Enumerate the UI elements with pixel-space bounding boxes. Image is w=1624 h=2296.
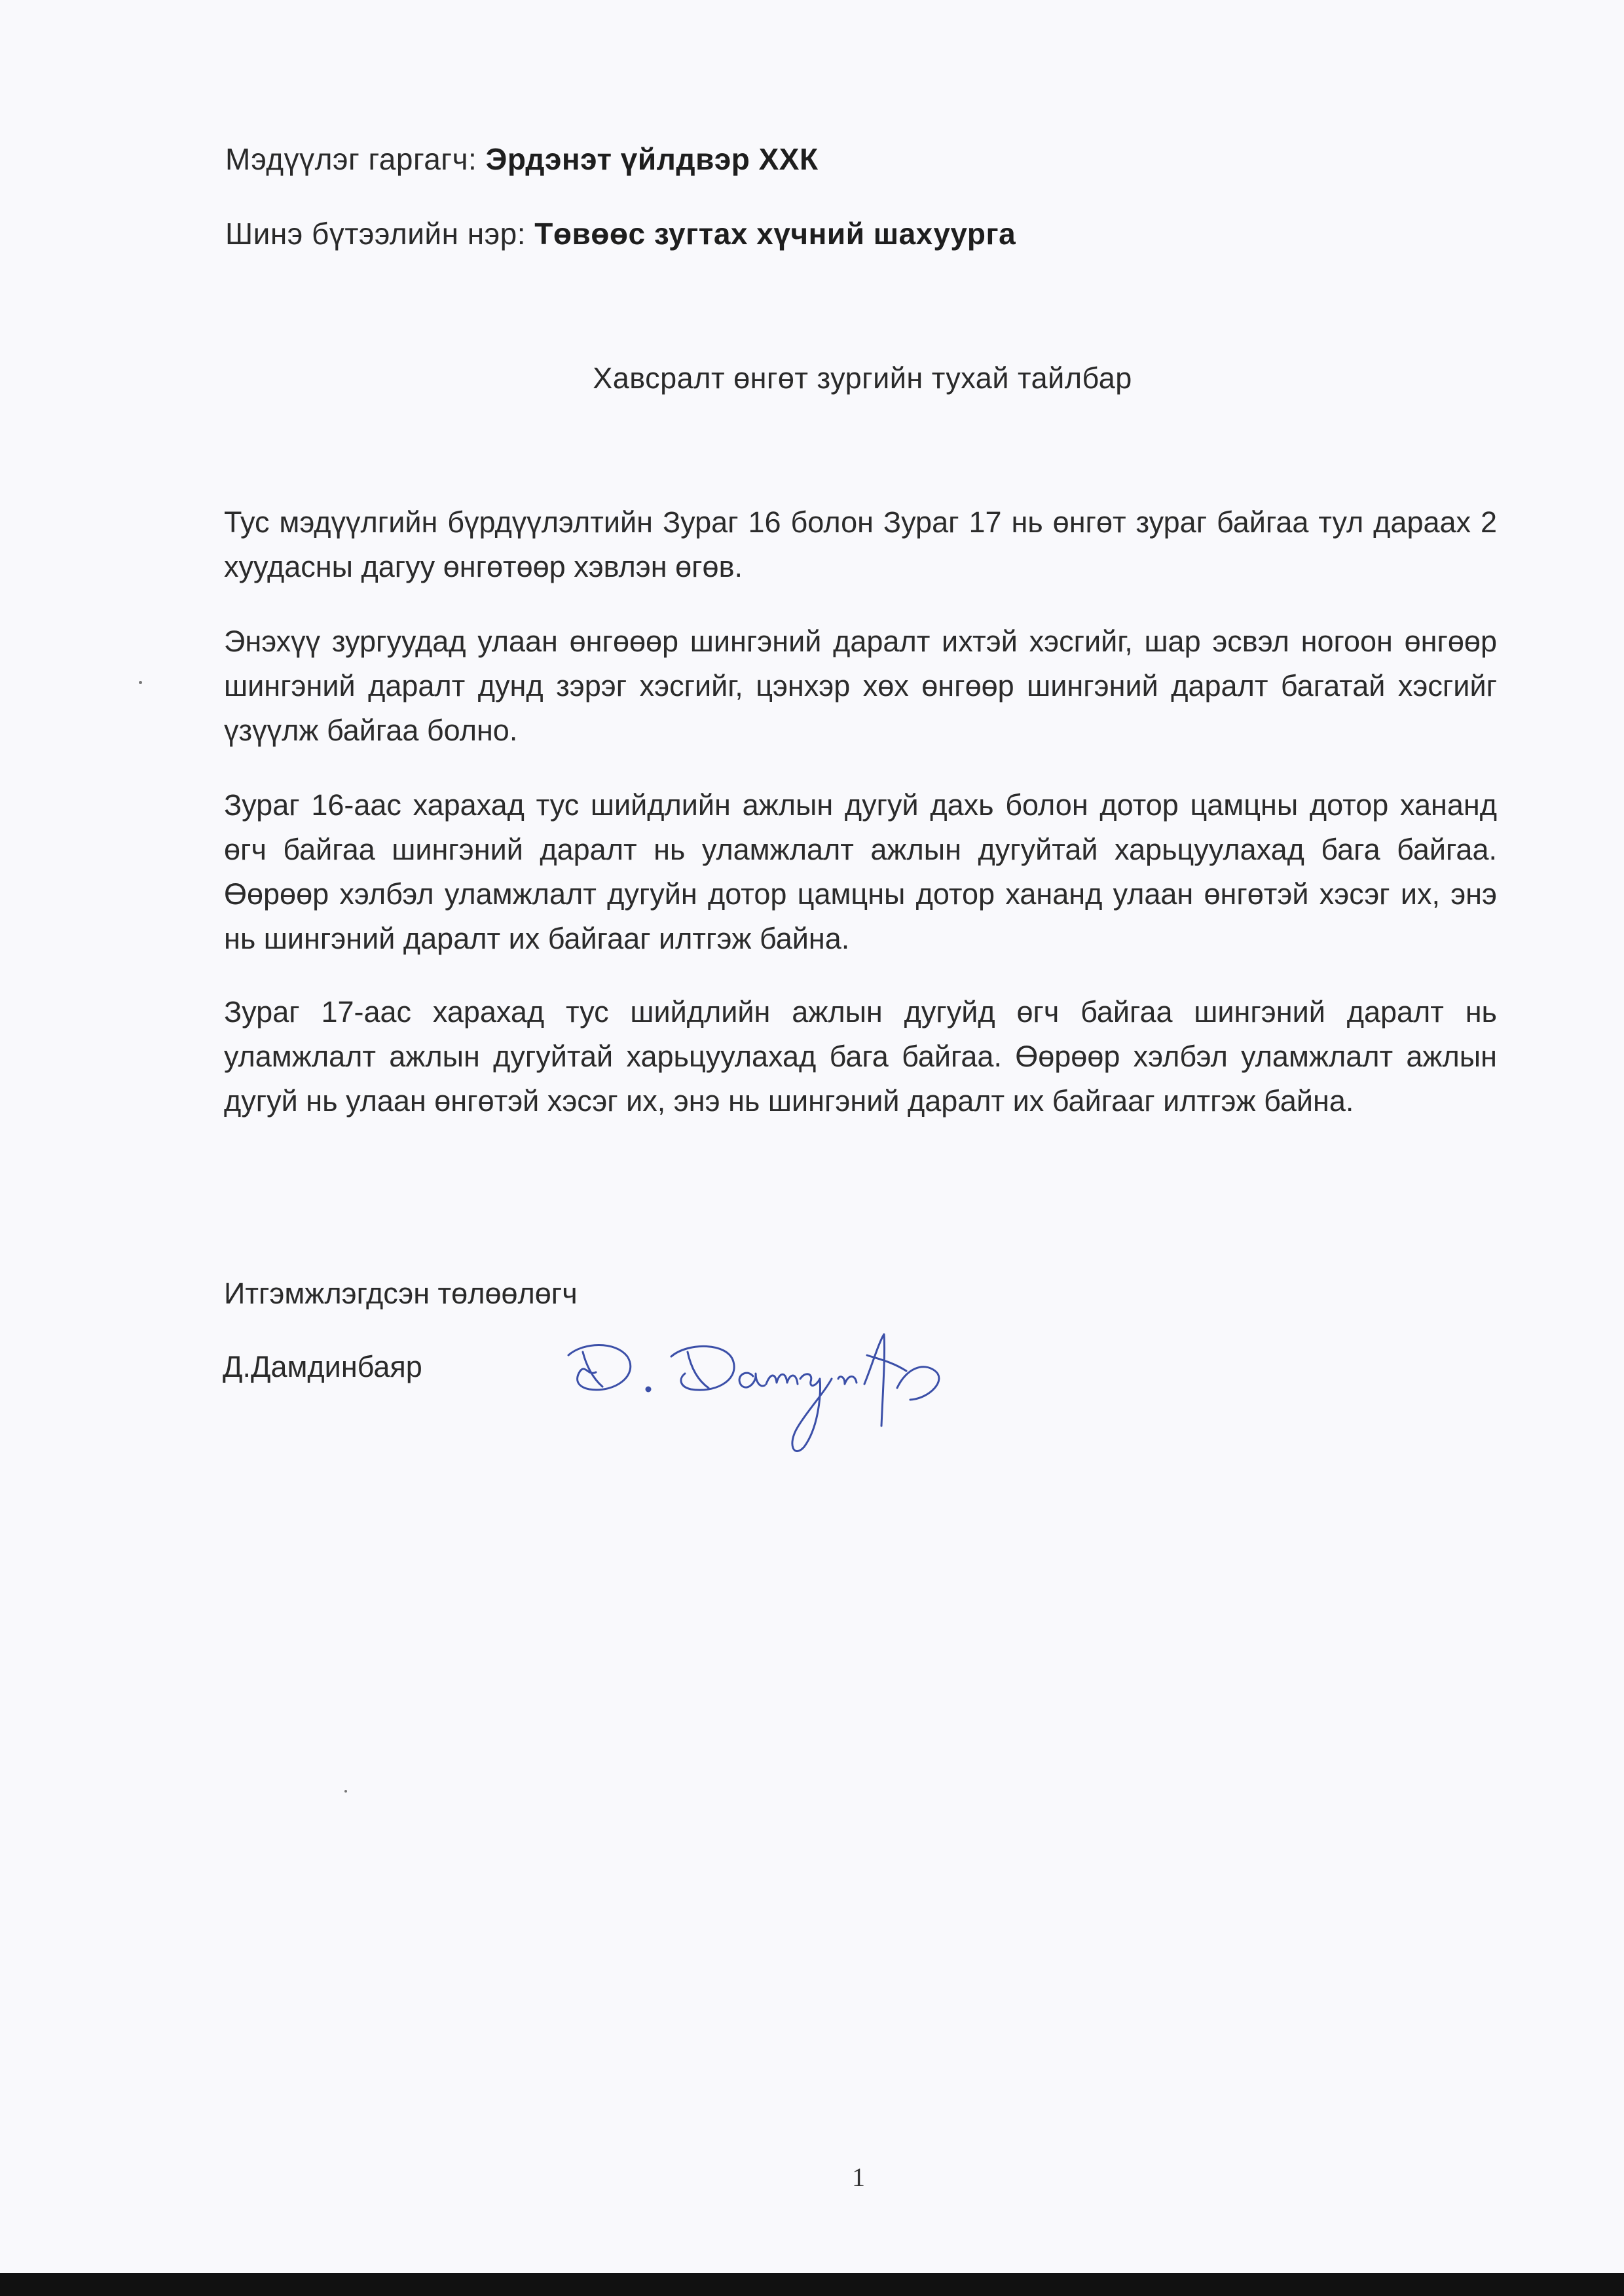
signatory-title: Итгэмжлэгдсэн төлөөлөгч [224,1277,578,1310]
scan-speck [139,681,142,684]
invention-value: Төвөөс зугтах хүчний шахуурга [534,217,1016,251]
handwritten-signature [557,1316,1028,1473]
paragraph-1: Тус мэдүүлгийн бүрдүүлэлтийн Зураг 16 болон Зураг 17 нь өнгөт зураг байгаа тул дараах 2 хуудасны дагуу өнгөтөөр хэвлэн өгөв. [224,505,1497,583]
scan-speck [344,1790,347,1793]
paragraph-3: Зураг 16-аас харахад тус шийдлийн ажлын дугуй дахь болон дотор цамцны дотор хананд өгч байгаа шингэний даралт нь уламжлалт ажлын дугуйтай харьцуулахад бага байгаа. Өөрөөр хэлбэл уламжлалт дугуйн дотор цамцны дотор хананд улаан өнгөтэй хэсэг их, энэ нь шингэний даралт их байгааг илтгэж байна. [224,788,1497,955]
scan-border [0,2273,1624,2296]
paragraph-2: Энэхүү зургуудад улаан өнгөөөр шингэний даралт ихтэй хэсгийг, шар эсвэл ногоон өнгөөр шингэний даралт дунд зэрэг хэсгийг, цэнхэр хөх өнгөөр шингэний даралт багатай хэсгийг үзүүлж байгаа болно. [224,625,1497,747]
signatory-name: Д.Дамдинбаяр [223,1350,422,1383]
applicant-line [225,141,819,177]
document-heading: Хавсралт өнгөт зургийн тухай тайлбар [593,361,1132,395]
invention-label: Шинэ бүтээлийн нэр: [225,217,535,251]
paragraph-4: Зураг 17-аас харахад тус шийдлийн ажлын дугуйд өгч байгаа шингэний даралт нь уламжлалт ажлын дугуйтай харьцуулахад бага байгаа. Өөрөөр хэлбэл уламжлалт ажлын дугуй нь улаан өнгөтэй хэсэг их, энэ нь шингэний даралт их байгааг илтгэж байна. [224,995,1497,1118]
applicant-label: Мэдүүлэг гаргагч: [225,142,486,176]
invention-line [225,216,1016,251]
page-number: 1 [852,2162,865,2192]
applicant-value: Эрдэнэт үйлдвэр ХХК [485,142,819,176]
